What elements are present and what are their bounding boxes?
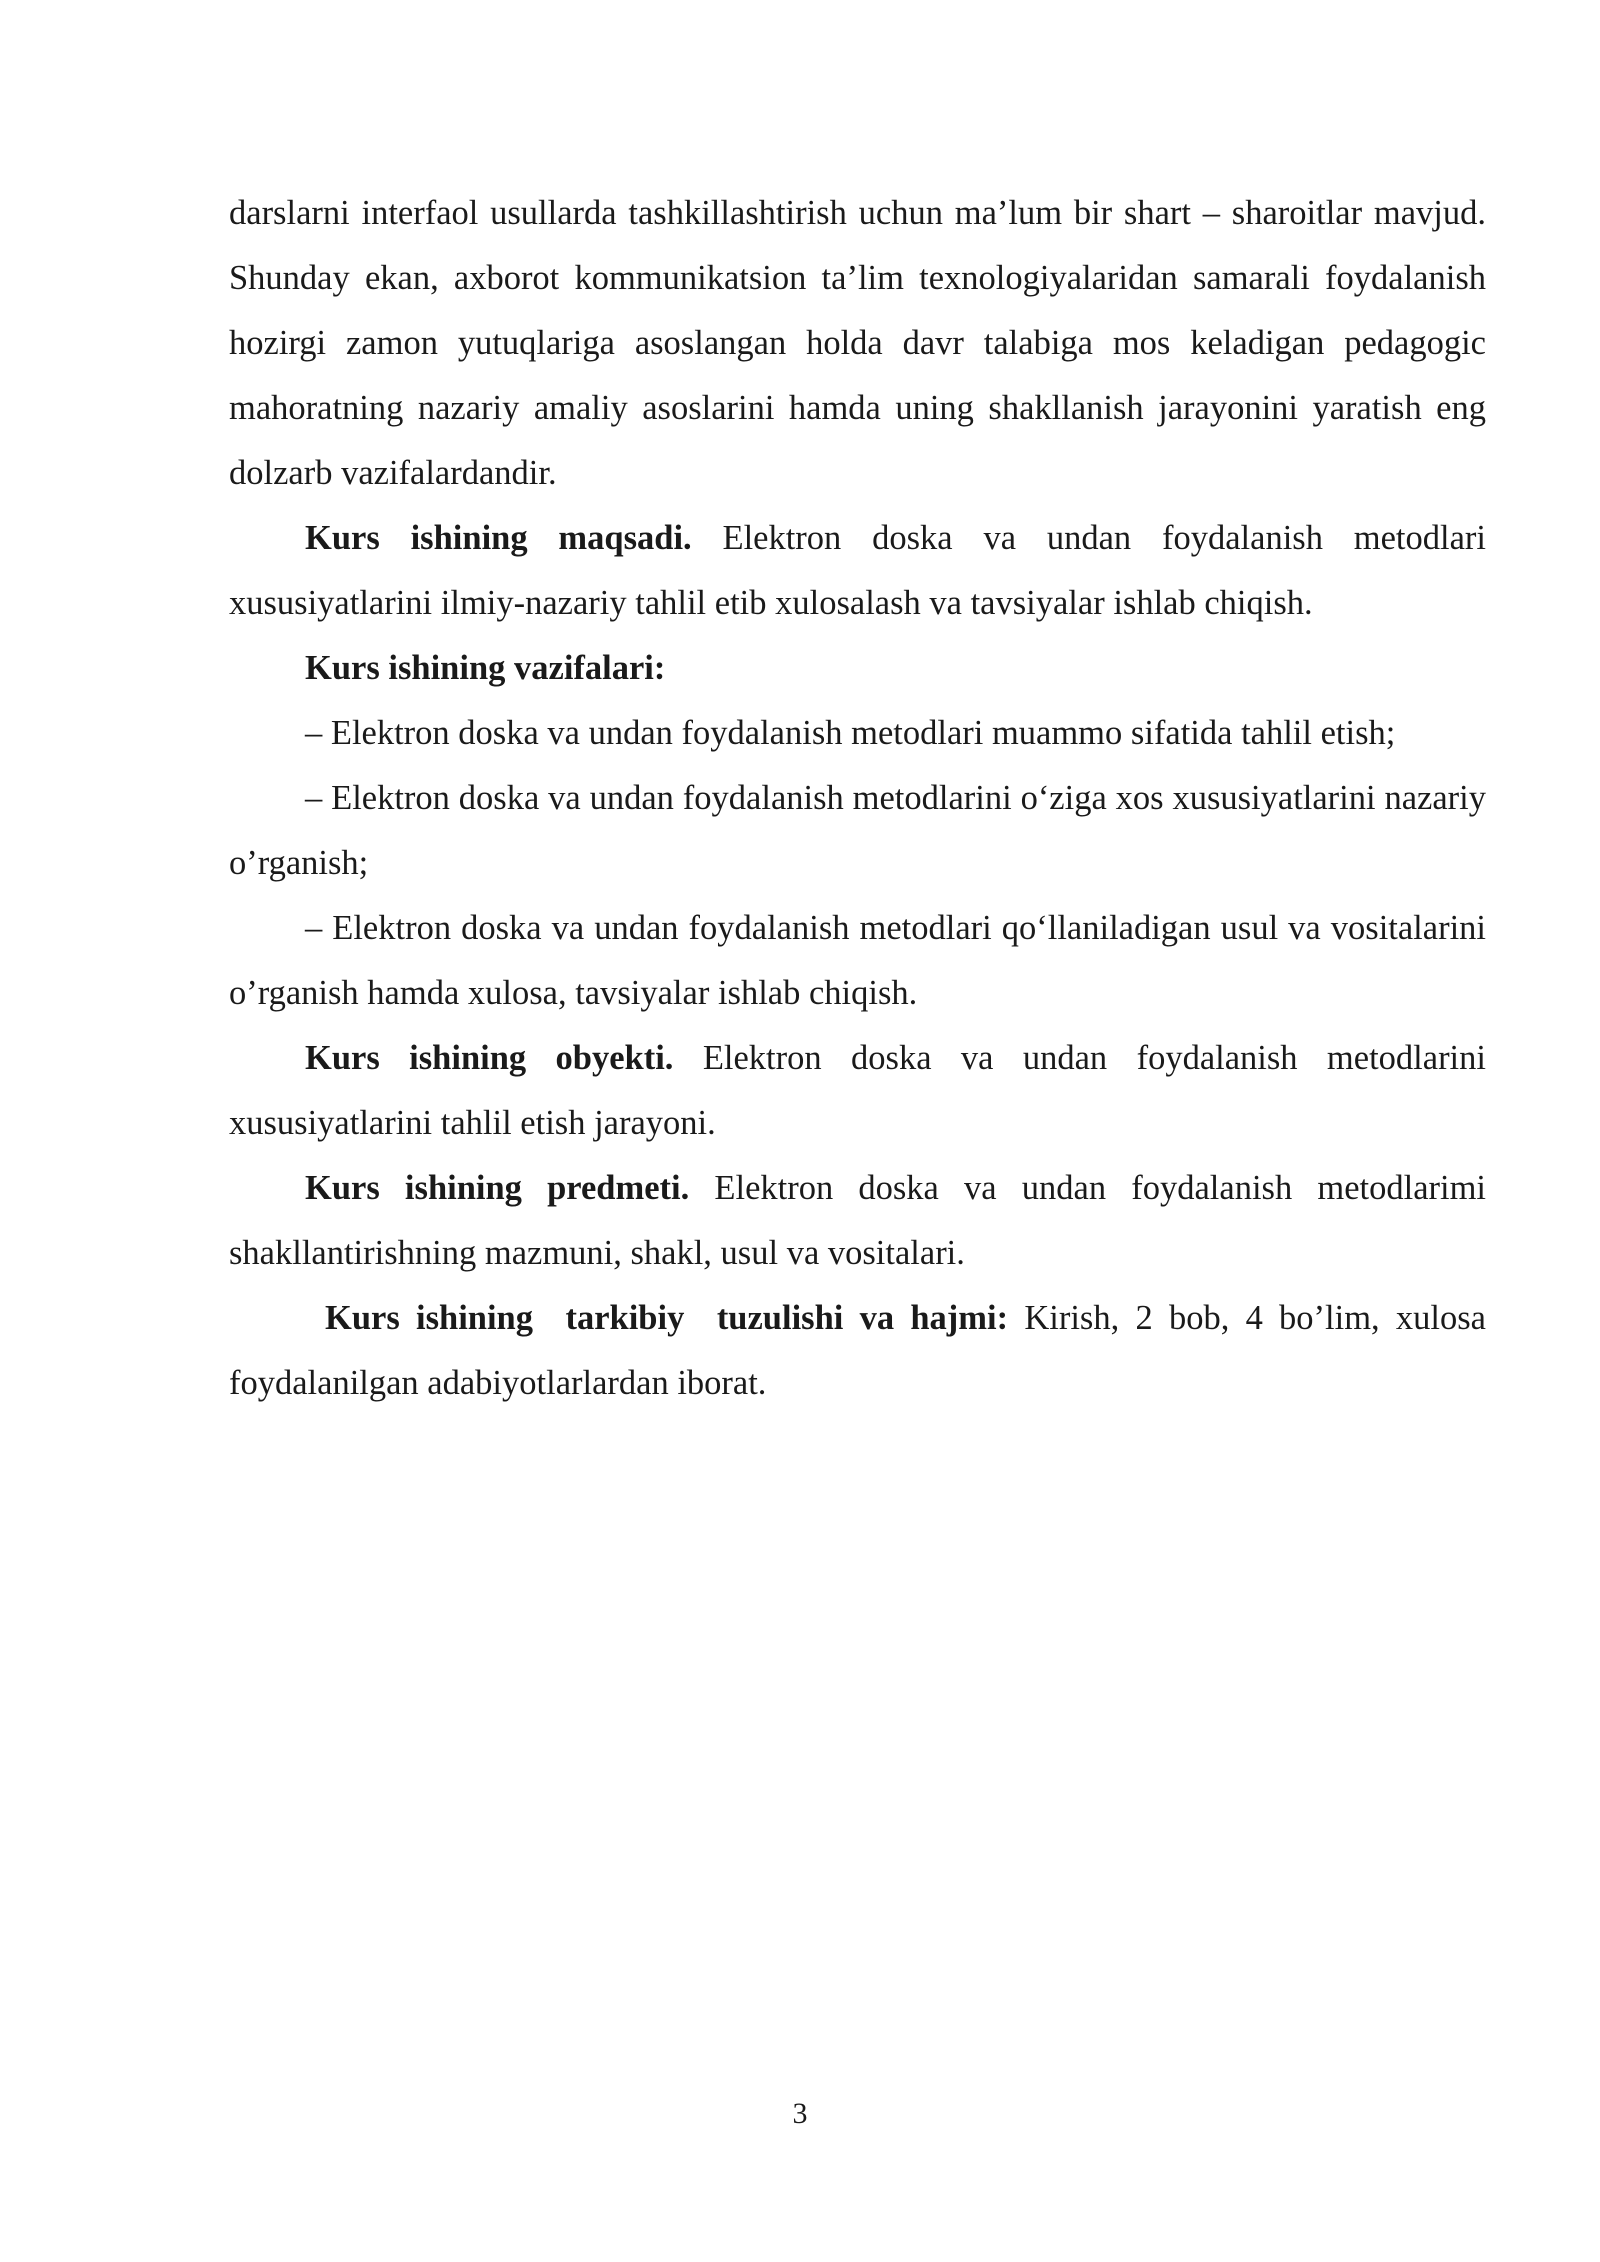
paragraph-object	[229, 1026, 1486, 1156]
paragraph-goal	[229, 506, 1486, 636]
task-item-1-text: – Elektron doska va undan foydalanish metodlari muammo sifatida tahlil etish;	[305, 714, 1396, 752]
task-item-2	[229, 766, 1486, 896]
object-heading: Kurs ishining obyekti.	[305, 1039, 674, 1077]
structure-text: Kirish, 2 bob, 4 bo’lim, xulosa foydalanilgan adabiyotlarlardan iborat.	[229, 1299, 1486, 1402]
tasks-heading: Kurs ishining vazifalari:	[305, 649, 666, 687]
subject-text: Elektron doska va undan foydalanish metodlarimi shakllantirishning mazmuni, shakl, usul va vositalari.	[229, 1169, 1487, 1272]
paragraph-intro	[229, 181, 1486, 506]
goal-heading: Kurs ishining maqsadi.	[305, 519, 692, 557]
task-item-2-text: – Elektron doska va undan foydalanish metodlarini o‘ziga xos xususiyatlarini nazariy o’rganish;	[229, 779, 1486, 882]
page-number: 3	[792, 2097, 808, 2130]
paragraph-subject	[229, 1156, 1486, 1286]
paragraph-structure	[229, 1286, 1486, 1416]
goal-text: Elektron doska va undan foydalanish metodlari xususiyatlarini ilmiy-nazariy tahlil etib xulosalash va tavsiyalar ishlab chiqish.	[229, 519, 1486, 622]
paragraph-tasks-heading	[229, 636, 1486, 701]
task-item-1	[229, 701, 1486, 766]
task-item-3	[229, 896, 1486, 1026]
object-text: Elektron doska va undan foydalanish metodlarini xususiyatlarini tahlil etish jarayoni.	[229, 1039, 1486, 1142]
task-item-3-text: – Elektron doska va undan foydalanish metodlari qo‘llaniladigan usul va vositalarini o’rganish hamda xulosa, tavsiyalar ishlab chiqish.	[229, 909, 1486, 1012]
document-body	[229, 181, 1486, 1416]
subject-heading: Kurs ishining predmeti.	[305, 1169, 690, 1207]
structure-heading: Kurs ishining tarkibiy tuzulishi va hajmi:	[325, 1299, 1009, 1337]
paragraph-intro-text: darslarni interfaol usullarda tashkillashtirish uchun ma’lum bir shart – sharoitlar mavjud. Shunday ekan, axborot kommunikatsion ta’lim texnologiyalaridan samarali foydalanish hozirgi zamon yutuqlariga asoslangan holda davr talabiga mos keladigan pedagogic mahoratning nazariy amaliy asoslarini hamda uning shakllanish jarayonini yaratish eng dolzarb vazifalardandir.	[229, 194, 1486, 492]
